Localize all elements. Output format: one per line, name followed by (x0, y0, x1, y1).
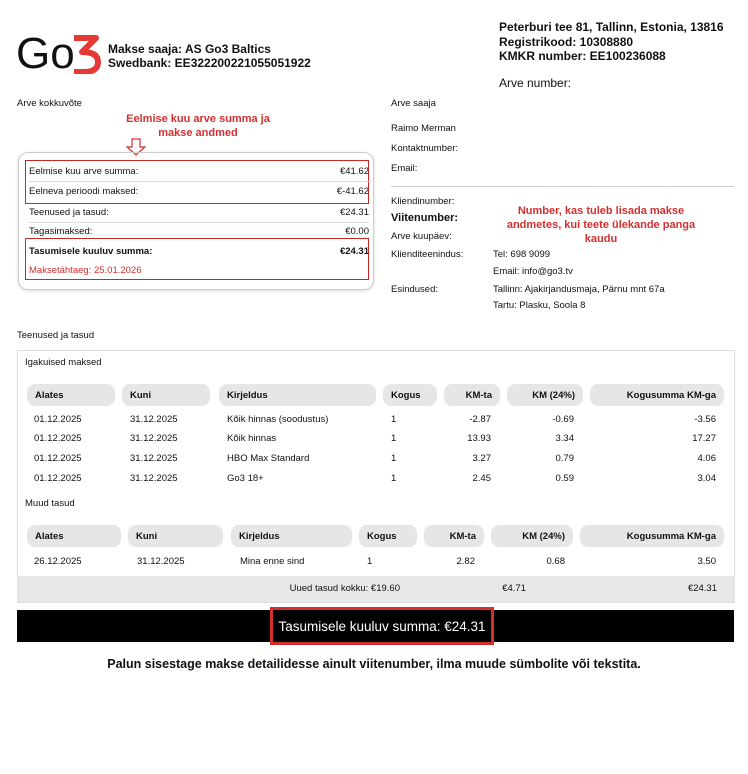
summary-title: Arve kokkuvõte (17, 98, 82, 109)
column-header: Alates (27, 384, 115, 406)
office-tallinn: Tallinn: Ajakirjandusmaja, Pärnu mnt 67a (493, 284, 665, 295)
summary-row-label: Teenused ja tasud: (29, 206, 109, 218)
payment-instruction: Palun sisestage makse detailidesse ainult viitenumber, ilma muude sümbolite või tekstita. (107, 657, 641, 671)
cell-from: 01.12.2025 (34, 433, 82, 444)
column-header: Kirjeldus (219, 384, 376, 406)
cell-to: 31.12.2025 (130, 473, 178, 484)
registration-code: Registrikood: 10308880 (499, 34, 634, 49)
services-title: Teenused ja tasud (17, 330, 95, 341)
vat-number: KMKR number: EE100236088 (499, 49, 666, 63)
column-header: KM-ta (444, 384, 500, 406)
summary-card (18, 152, 374, 290)
cell-net: 2.82 (456, 556, 475, 567)
column-header: Alates (27, 525, 121, 547)
cell-to: 31.12.2025 (130, 414, 178, 425)
go3-logo (16, 30, 102, 74)
support-phone: Tel: 698 9099 (493, 249, 551, 260)
cell-description: Kõik hinnas (soodustus) (227, 414, 329, 425)
new-charges-label: Uued tasud kokku: €19.60 (289, 583, 400, 594)
cell-from: 26.12.2025 (34, 556, 82, 567)
column-header: KM (24%) (507, 384, 583, 406)
cell-description: Go3 18+ (227, 473, 264, 484)
client-number-label: Kliendinumber: (391, 196, 455, 207)
cell-vat: 3.34 (555, 433, 574, 444)
amount-payable: Tasumisele kuuluv summa: €24.31 (270, 607, 494, 645)
cell-net: 2.45 (472, 473, 491, 484)
cell-quantity: 1 (391, 433, 397, 444)
total-due-label: Tasumisele kuuluv summa: (29, 245, 153, 257)
recipient-title: Arve saaja (391, 98, 436, 109)
cell-vat: -0.69 (552, 414, 574, 425)
email-label: Email: (391, 163, 418, 174)
cell-description: HBO Max Standard (227, 453, 310, 464)
reference-annotation: Number, kas tuleb lisada makse andmetes, kui teete ülekande panga kaudu (506, 205, 696, 245)
cell-total: -3.56 (694, 414, 716, 425)
column-header: KM-ta (424, 525, 484, 547)
cell-net: 13.93 (467, 433, 491, 444)
cell-quantity: 1 (391, 453, 397, 464)
support-email: Email: info@go3.tv (493, 266, 573, 277)
cell-total: 17.27 (692, 433, 716, 444)
cell-quantity: 1 (391, 414, 397, 425)
summary-row-label: Eelmise kuu arve summa: (29, 165, 139, 177)
column-header: Kuni (122, 384, 210, 406)
new-charges-totals (17, 576, 735, 602)
offices-label: Esindused: (391, 284, 439, 295)
cell-to: 31.12.2025 (137, 556, 185, 567)
summary-row-value: €41.62 (339, 165, 369, 177)
cell-to: 31.12.2025 (130, 433, 178, 444)
cell-total: 3.50 (697, 556, 716, 567)
cell-quantity: 1 (391, 473, 397, 484)
cell-vat: 0.59 (555, 473, 574, 484)
cell-from: 01.12.2025 (34, 453, 82, 464)
summary-row-value: €0.00 (345, 225, 369, 237)
summary-annotation: Eelmise kuu arve summa ja makse andmed (126, 113, 270, 139)
cell-total: 4.06 (697, 453, 716, 464)
summary-row-label: Tagasimaksed: (29, 225, 93, 237)
company-address: Peterburi tee 81, Tallinn, Estonia, 13816 (499, 20, 724, 34)
svg-text:Go: Go (16, 30, 75, 74)
company-info (499, 20, 724, 64)
summary-row-value: €24.31 (339, 206, 369, 218)
column-header: Kuni (128, 525, 223, 547)
summary-row-label: Eelneva perioodi maksed: (29, 185, 139, 197)
invoice-number-label: Arve number: (499, 76, 572, 90)
column-header: Kogus (383, 384, 437, 406)
payee-name: Makse saaja: AS Go3 Baltics (108, 42, 271, 56)
other-fees-title: Muud tasud (25, 498, 75, 509)
monthly-payments-title: Igakuised maksed (25, 357, 102, 368)
summary-row (29, 182, 369, 200)
office-tartu: Tartu: Plasku, Soola 8 (493, 300, 586, 311)
cell-description: Kõik hinnas (227, 433, 277, 444)
total-due-row (29, 242, 369, 260)
column-header: Kogus (359, 525, 417, 547)
cell-quantity: 1 (367, 556, 373, 567)
cell-net: 3.27 (472, 453, 491, 464)
due-date (29, 261, 369, 279)
column-header: Kogusumma KM-ga (590, 384, 724, 406)
column-header: KM (24%) (491, 525, 573, 547)
summary-row (29, 162, 369, 180)
payee-info (108, 42, 311, 70)
new-charges-vat: €4.71 (502, 583, 526, 594)
cell-net: -2.87 (469, 414, 491, 425)
cell-vat: 0.79 (555, 453, 574, 464)
cell-total: 3.04 (697, 473, 716, 484)
invoice-date-label: Arve kuupäev: (391, 231, 452, 242)
customer-service-label: Klienditeenindus: (391, 249, 464, 260)
reference-number-label: Viitenumber: (391, 212, 459, 224)
bank-account: Swedbank: EE322200221055051922 (108, 56, 311, 70)
cell-from: 01.12.2025 (34, 473, 82, 484)
recipient-name: Raimo Merman (391, 123, 456, 134)
new-charges-sum: €24.31 (687, 583, 717, 594)
cell-description: Mina enne sind (240, 556, 305, 567)
column-header: Kogusumma KM-ga (580, 525, 724, 547)
cell-from: 01.12.2025 (34, 414, 82, 425)
column-header: Kirjeldus (231, 525, 352, 547)
contact-number-label: Kontaktnumber: (391, 143, 459, 154)
cell-to: 31.12.2025 (130, 453, 178, 464)
summary-row (29, 203, 369, 221)
total-due-value: €24.31 (339, 245, 369, 257)
summary-row-value: €-41.62 (336, 185, 369, 197)
cell-vat: 0.68 (546, 556, 565, 567)
due-date-text: Maksetähtaeg: 25.01.2026 (29, 264, 142, 276)
